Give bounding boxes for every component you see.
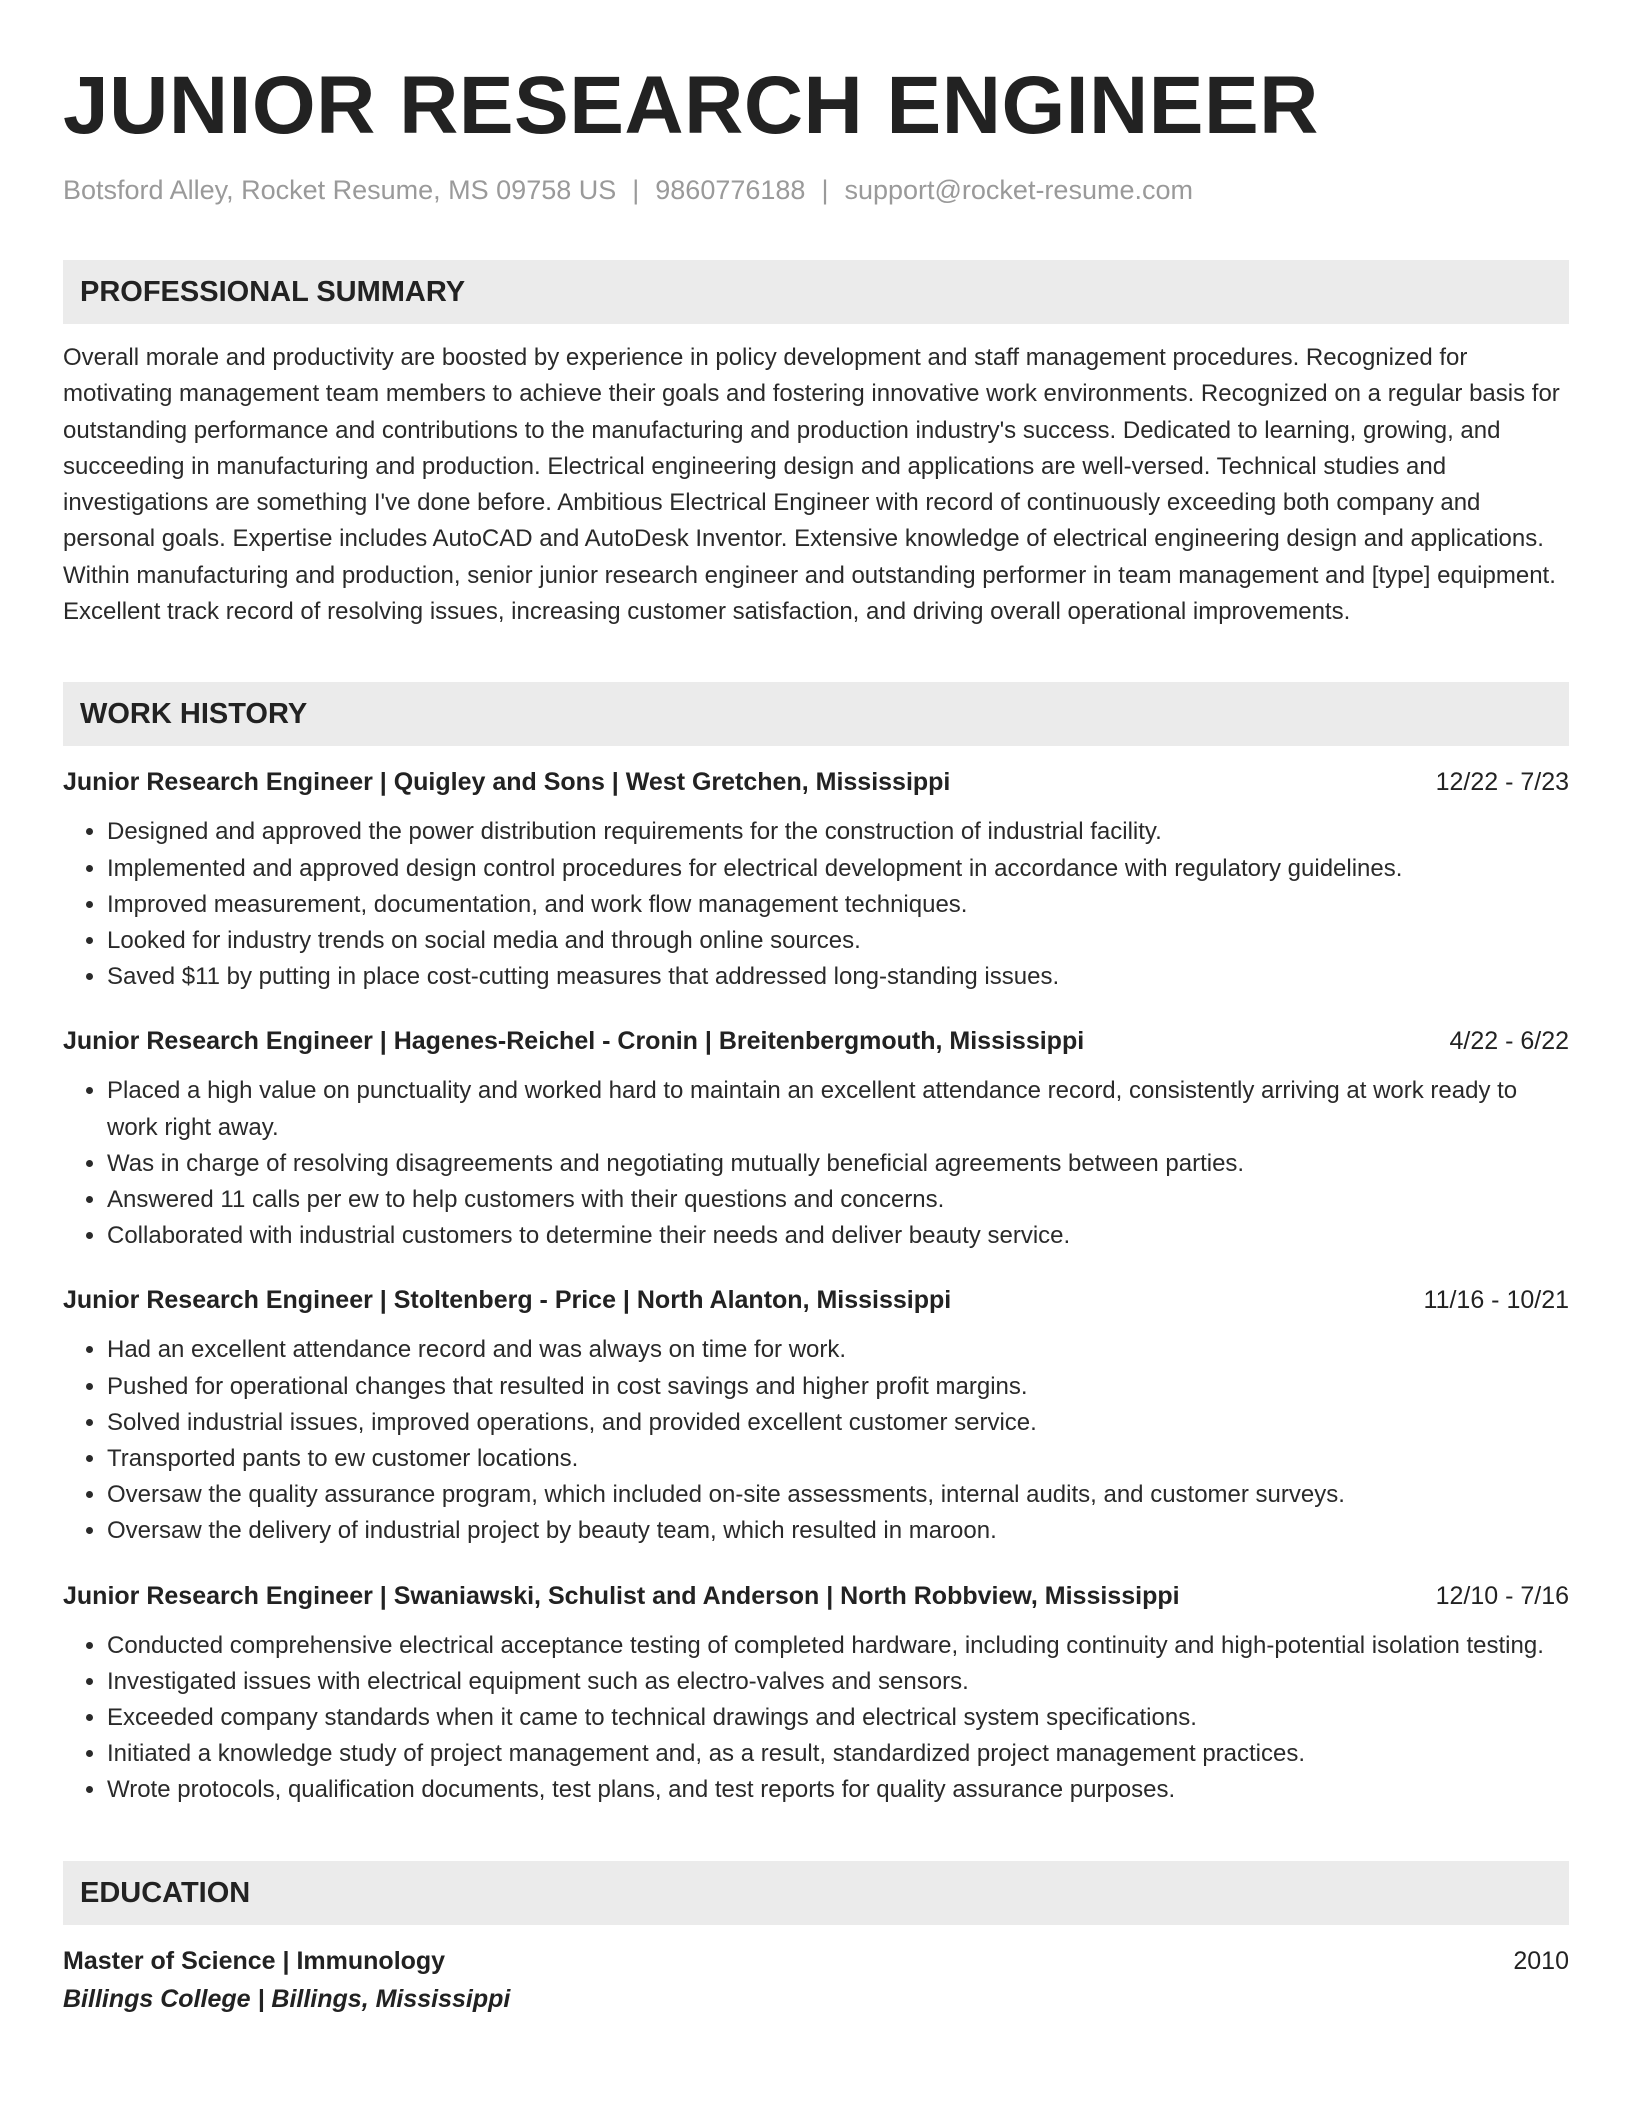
job-title: Junior Research Engineer | Stoltenberg - Price | North Alanton, Mississippi bbox=[63, 1286, 952, 1315]
summary-text: Overall morale and productivity are boosted by experience in policy development and staff management procedures. Recognized for motivating management team members to achieve their goals and fostering innovative work environments. Recognized on a regular basis for outstanding performance and contributions to the manufacturing and production industry's success. Dedicated to learning, growing, and succeeding in manufacturing and production. Electrical engineering design and applications are well-versed. Technical studies and investigations are something I've done before. Ambitious Electrical Engineer with record of continuously exceeding both company and personal goals. Expertise includes AutoCAD and AutoDesk Inventor. Extensive knowledge of electrical engineering design and applications. Within manufacturing and production, senior junior research engineer and outstanding performer in team management and [type] equipment. Excellent track record of resolving issues, increasing customer satisfaction, and driving overall operational improvements. bbox=[63, 344, 1560, 626]
job-bullet: • Collaborated with industrial customers to determine their needs and deliver beauty service. bbox=[107, 1218, 1569, 1254]
contact-address: Botsford Alley, Rocket Resume, MS 09758 US bbox=[63, 175, 617, 205]
contact-separator: | bbox=[632, 175, 640, 205]
job-bullet: • Initiated a knowledge study of project management and, as a result, standardized project management practices. bbox=[107, 1736, 1569, 1772]
job-bullet: • Solved industrial issues, improved operations, and provided excellent customer service. bbox=[107, 1405, 1569, 1441]
section-heading-work-history: WORK HISTORY bbox=[63, 682, 1569, 746]
education-header bbox=[63, 1943, 1569, 1979]
contact-separator: | bbox=[821, 175, 829, 205]
job-bullet: • Transported pants to ew customer locations. bbox=[107, 1441, 1569, 1477]
job-dates: 12/10 - 7/16 bbox=[1435, 1581, 1569, 1610]
job-header bbox=[63, 1282, 1569, 1318]
job-bullet: • Oversaw the delivery of industrial project by beauty team, which resulted in maroon. bbox=[107, 1513, 1569, 1549]
education-entry bbox=[63, 1943, 1569, 2019]
candidate-name: JUNIOR RESEARCH ENGINEER bbox=[63, 60, 1319, 151]
job-bullet: • Implemented and approved design control procedures for electrical development in accordance with regulatory guidelines. bbox=[107, 851, 1569, 887]
job-header bbox=[63, 1023, 1569, 1059]
job-entry bbox=[63, 1578, 1569, 1809]
job-bullet: • Had an excellent attendance record and was always on time for work. bbox=[107, 1332, 1569, 1368]
job-bullets bbox=[63, 814, 1569, 995]
job-header bbox=[63, 1578, 1569, 1614]
section-heading-education: EDUCATION bbox=[63, 1861, 1569, 1925]
job-header bbox=[63, 764, 1569, 800]
job-bullet: • Investigated issues with electrical equipment such as electro-valves and sensors. bbox=[107, 1664, 1569, 1700]
job-bullet: • Improved measurement, documentation, and work flow management techniques. bbox=[107, 887, 1569, 923]
contact-phone: 9860776188 bbox=[655, 175, 806, 205]
section-heading-summary: PROFESSIONAL SUMMARY bbox=[63, 260, 1569, 324]
job-title: Junior Research Engineer | Swaniawski, Schulist and Anderson | North Robbview, Mississippi bbox=[63, 1581, 1180, 1610]
job-bullet: • Saved $11 by putting in place cost-cutting measures that addressed long-standing issues. bbox=[107, 959, 1569, 995]
contact-email: support@rocket-resume.com bbox=[844, 175, 1193, 205]
job-dates: 4/22 - 6/22 bbox=[1449, 1027, 1569, 1056]
job-bullet: • Designed and approved the power distribution requirements for the construction of industrial facility. bbox=[107, 814, 1569, 850]
job-bullets bbox=[63, 1073, 1569, 1254]
education-year: 2010 bbox=[1513, 1946, 1569, 1975]
job-bullet: • Looked for industry trends on social media and through online sources. bbox=[107, 923, 1569, 959]
education-school: Billings College | Billings, Mississippi bbox=[63, 1984, 511, 2013]
job-bullet: • Oversaw the quality assurance program, which included on-site assessments, internal audits, and customer surveys. bbox=[107, 1477, 1569, 1513]
job-bullets bbox=[63, 1628, 1569, 1809]
job-bullet: • Pushed for operational changes that resulted in cost savings and higher profit margins. bbox=[107, 1369, 1569, 1405]
job-bullet: • Answered 11 calls per ew to help customers with their questions and concerns. bbox=[107, 1182, 1569, 1218]
job-dates: 12/22 - 7/23 bbox=[1435, 768, 1569, 797]
job-bullet: • Conducted comprehensive electrical acceptance testing of completed hardware, including continuity and high-potential isolation testing. bbox=[107, 1628, 1569, 1664]
job-title: Junior Research Engineer | Hagenes-Reichel - Cronin | Breitenbergmouth, Mississippi bbox=[63, 1027, 1085, 1056]
job-title: Junior Research Engineer | Quigley and Sons | West Gretchen, Mississippi bbox=[63, 768, 951, 797]
job-dates: 11/16 - 10/21 bbox=[1423, 1286, 1569, 1315]
education-degree: Master of Science | Immunology bbox=[63, 1946, 446, 1975]
job-bullet: • Placed a high value on punctuality and worked hard to maintain an excellent attendance record, consistently arriving at work ready to work right away. bbox=[107, 1073, 1569, 1145]
job-bullet: • Wrote protocols, qualification documents, test plans, and test reports for quality assurance purposes. bbox=[107, 1772, 1569, 1808]
job-bullet: • Was in charge of resolving disagreements and negotiating mutually beneficial agreements between parties. bbox=[107, 1146, 1569, 1182]
job-bullet: • Exceeded company standards when it came to technical drawings and electrical system specifications. bbox=[107, 1700, 1569, 1736]
job-entry bbox=[63, 764, 1569, 995]
contact-line bbox=[63, 172, 1569, 208]
job-bullets bbox=[63, 1332, 1569, 1549]
job-entry bbox=[63, 1023, 1569, 1254]
job-entry bbox=[63, 1282, 1569, 1549]
